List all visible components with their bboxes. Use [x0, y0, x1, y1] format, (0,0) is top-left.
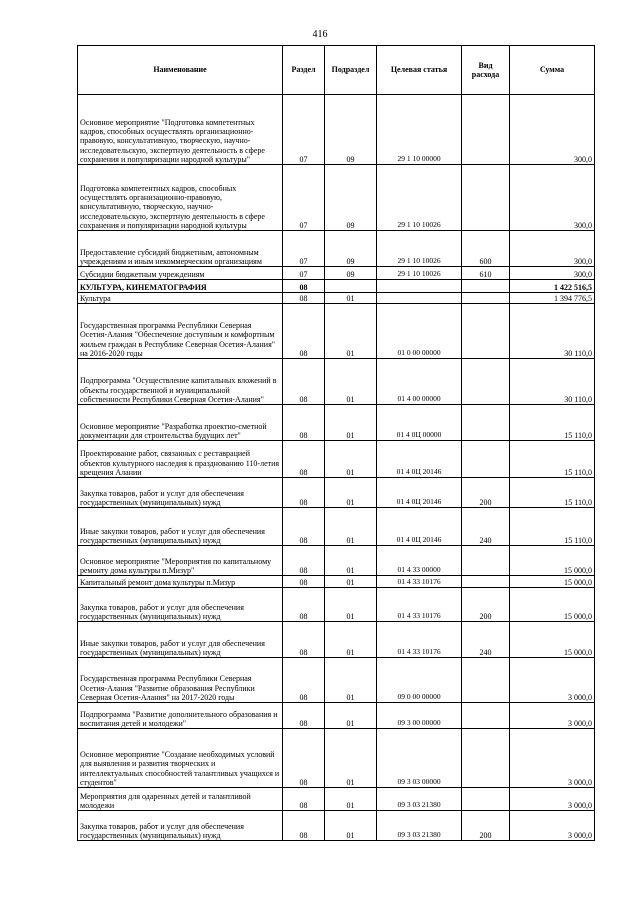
row-subsection: 01 — [325, 405, 377, 441]
row-kind — [462, 658, 510, 703]
row-subsection: 09 — [325, 95, 377, 165]
table-row — [78, 95, 595, 165]
row-name: Подготовка компетентных кадров, способных осуществлять организационно-правовую, консультативную, творческую, научно-исследовательскую, экспертную деятельность в сфере сохранения и популяризации народной культуры — [78, 165, 283, 231]
row-subsection: 01 — [325, 622, 377, 658]
row-kind: 200 — [462, 811, 510, 841]
table-row — [78, 788, 595, 811]
row-section: 08 — [283, 478, 325, 508]
row-target: 29 1 10 10026 — [377, 231, 462, 267]
row-subsection: 01 — [325, 508, 377, 546]
row-kind — [462, 304, 510, 359]
row-target: 09 3 03 21380 — [377, 811, 462, 841]
table-row — [78, 703, 595, 729]
row-subsection: 01 — [325, 588, 377, 622]
row-kind — [462, 576, 510, 588]
row-section: 08 — [283, 811, 325, 841]
row-amount: 15 000,0 — [510, 622, 595, 658]
row-name: Капитальный ремонт дома культуры п.Мизур — [78, 576, 283, 588]
row-amount: 15 000,0 — [510, 546, 595, 576]
row-amount: 30 110,0 — [510, 359, 595, 405]
table-row — [78, 546, 595, 576]
row-kind: 600 — [462, 231, 510, 267]
row-name: Государственная программа Республики Северная Осетия-Алания "Обеспечение доступным и комфортным жильем граждан в Республике Северная Осетия-Алания" на 2016-2020 годы — [78, 304, 283, 359]
row-target: 01 4 33 00000 — [377, 546, 462, 576]
row-section: 08 — [283, 304, 325, 359]
row-section: 08 — [283, 359, 325, 405]
row-name: Основное мероприятие "Мероприятия по капитальному ремонту дома культуры п.Мизур" — [78, 546, 283, 576]
row-section: 08 — [283, 441, 325, 478]
table-row — [78, 304, 595, 359]
row-target: 01 0 00 00000 — [377, 304, 462, 359]
row-section: 07 — [283, 231, 325, 267]
row-kind — [462, 788, 510, 811]
table-row — [78, 359, 595, 405]
row-section: 08 — [283, 622, 325, 658]
row-amount: 15 110,0 — [510, 508, 595, 546]
row-target: 01 4 0Ц 20146 — [377, 441, 462, 478]
row-section: 08 — [283, 588, 325, 622]
row-subsection: 01 — [325, 293, 377, 304]
table-row — [78, 811, 595, 841]
row-subsection — [325, 280, 377, 293]
row-amount: 1 422 516,5 — [510, 280, 595, 293]
row-target: 29 1 10 10026 — [377, 165, 462, 231]
row-target: 01 4 0Ц 20146 — [377, 508, 462, 546]
row-kind — [462, 293, 510, 304]
table-row — [78, 658, 595, 703]
row-subsection: 09 — [325, 267, 377, 280]
row-subsection: 01 — [325, 304, 377, 359]
row-name: Основное мероприятие "Разработка проектно-сметной документации для строительства будущих лет" — [78, 405, 283, 441]
row-kind — [462, 703, 510, 729]
row-subsection: 09 — [325, 231, 377, 267]
header-name: Наименование — [78, 46, 283, 95]
row-section: 08 — [283, 405, 325, 441]
table-row — [78, 405, 595, 441]
row-kind: 240 — [462, 622, 510, 658]
row-amount: 30 110,0 — [510, 304, 595, 359]
row-amount: 300,0 — [510, 95, 595, 165]
row-section: 08 — [283, 508, 325, 546]
row-target: 01 4 33 10176 — [377, 622, 462, 658]
row-section: 08 — [283, 729, 325, 788]
row-subsection: 01 — [325, 576, 377, 588]
row-target: 01 4 0Ц 00000 — [377, 405, 462, 441]
row-name: Предоставление субсидий бюджетным, автономным учреждениям и иным некоммерческим организациям — [78, 231, 283, 267]
table-row — [78, 280, 595, 293]
row-kind: 200 — [462, 588, 510, 622]
row-target: 29 1 10 10026 — [377, 267, 462, 280]
row-kind — [462, 405, 510, 441]
row-kind — [462, 441, 510, 478]
row-subsection: 01 — [325, 359, 377, 405]
row-subsection: 01 — [325, 478, 377, 508]
table-row — [78, 478, 595, 508]
row-amount: 3 000,0 — [510, 703, 595, 729]
table-header-row — [78, 46, 595, 95]
row-name: Подпрограмма "Осуществление капитальных вложений в объекты государственной и муниципальной собственности Республики Северная Осетия-Алания" — [78, 359, 283, 405]
row-name: Мероприятия для одаренных детей и талантливой молодежи — [78, 788, 283, 811]
row-kind: 200 — [462, 478, 510, 508]
header-kind: Вид расхода — [462, 46, 510, 95]
table-row — [78, 231, 595, 267]
row-section: 08 — [283, 280, 325, 293]
row-kind — [462, 546, 510, 576]
row-section: 08 — [283, 658, 325, 703]
table-row — [78, 441, 595, 478]
row-kind: 610 — [462, 267, 510, 280]
row-target: 09 3 03 00000 — [377, 729, 462, 788]
row-section: 07 — [283, 165, 325, 231]
row-target: 01 4 0Ц 20146 — [377, 478, 462, 508]
row-name: Иные закупки товаров, работ и услуг для обеспечения государственных (муниципальных) нужд — [78, 622, 283, 658]
table-row — [78, 588, 595, 622]
row-section: 08 — [283, 788, 325, 811]
page-number: 416 — [312, 29, 328, 40]
row-name: Проектирование работ, связанных с реставрацией объектов культурного наследия к празднованию 110-летия крещения Алании — [78, 441, 283, 478]
table-row — [78, 622, 595, 658]
row-name: Иные закупки товаров, работ и услуг для обеспечения государственных (муниципальных) нужд — [78, 508, 283, 546]
row-amount: 15 000,0 — [510, 576, 595, 588]
row-name: Закупка товаров, работ и услуг для обеспечения государственных (муниципальных) нужд — [78, 588, 283, 622]
row-target: 01 4 33 10176 — [377, 588, 462, 622]
table-row — [78, 508, 595, 546]
table-row — [78, 165, 595, 231]
header-amount: Сумма — [510, 46, 595, 95]
row-subsection: 09 — [325, 165, 377, 231]
row-name: КУЛЬТУРА, КИНЕМАТОГРАФИЯ — [78, 280, 283, 293]
row-section: 08 — [283, 293, 325, 304]
row-name: Государственная программа Республики Северная Осетия-Алания "Развитие образования Республики Северная Осетия-Алания" на 2017-2020 годы — [78, 658, 283, 703]
row-target: 01 4 00 00000 — [377, 359, 462, 405]
row-kind — [462, 280, 510, 293]
row-amount: 300,0 — [510, 165, 595, 231]
row-kind — [462, 165, 510, 231]
row-subsection: 01 — [325, 811, 377, 841]
row-subsection: 01 — [325, 729, 377, 788]
row-name: Закупка товаров, работ и услуг для обеспечения государственных (муниципальных) нужд — [78, 811, 283, 841]
header-subsection: Подраздел — [325, 46, 377, 95]
row-section: 07 — [283, 95, 325, 165]
row-name: Основное мероприятие "Подготовка компетентных кадров, способных осуществлять организационно-правовую, консультативную, творческую, научно-исследовательскую, экспертную деятельность в сфере сохранения и популяризации народной культуры" — [78, 95, 283, 165]
row-amount: 3 000,0 — [510, 658, 595, 703]
row-subsection: 01 — [325, 703, 377, 729]
row-amount: 15 110,0 — [510, 441, 595, 478]
row-section: 08 — [283, 576, 325, 588]
row-amount: 15 110,0 — [510, 478, 595, 508]
row-name: Закупка товаров, работ и услуг для обеспечения государственных (муниципальных) нужд — [78, 478, 283, 508]
row-name: Культура — [78, 293, 283, 304]
row-subsection: 01 — [325, 546, 377, 576]
row-amount: 15 000,0 — [510, 588, 595, 622]
row-target — [377, 280, 462, 293]
table-row — [78, 729, 595, 788]
row-section: 08 — [283, 546, 325, 576]
row-kind — [462, 729, 510, 788]
budget-table — [77, 45, 595, 841]
row-subsection: 01 — [325, 788, 377, 811]
row-name: Субсидии бюджетным учреждениям — [78, 267, 283, 280]
table-row — [78, 267, 595, 280]
row-name: Подпрограмма "Развитие дополнительного образования и воспитания детей и молодежи" — [78, 703, 283, 729]
row-target: 09 3 00 00000 — [377, 703, 462, 729]
row-kind — [462, 95, 510, 165]
row-target: 09 0 00 00000 — [377, 658, 462, 703]
row-amount: 1 394 776,5 — [510, 293, 595, 304]
row-amount: 300,0 — [510, 267, 595, 280]
table-row — [78, 576, 595, 588]
row-target — [377, 293, 462, 304]
header-target: Целевая статья — [377, 46, 462, 95]
row-kind — [462, 359, 510, 405]
row-name: Основное мероприятие "Создание необходимых условий для выявления и развития творческих и интеллектуальных способностей талантливых учащихся и студентов" — [78, 729, 283, 788]
row-amount: 15 110,0 — [510, 405, 595, 441]
row-subsection: 01 — [325, 658, 377, 703]
row-amount: 3 000,0 — [510, 811, 595, 841]
row-kind: 240 — [462, 508, 510, 546]
row-amount: 3 000,0 — [510, 729, 595, 788]
row-amount: 300,0 — [510, 231, 595, 267]
row-target: 09 3 03 21380 — [377, 788, 462, 811]
header-section: Раздел — [283, 46, 325, 95]
table-row — [78, 293, 595, 304]
row-section: 07 — [283, 267, 325, 280]
row-target: 29 1 10 00000 — [377, 95, 462, 165]
row-amount: 3 000,0 — [510, 788, 595, 811]
row-target: 01 4 33 10176 — [377, 576, 462, 588]
row-subsection: 01 — [325, 441, 377, 478]
row-section: 08 — [283, 703, 325, 729]
